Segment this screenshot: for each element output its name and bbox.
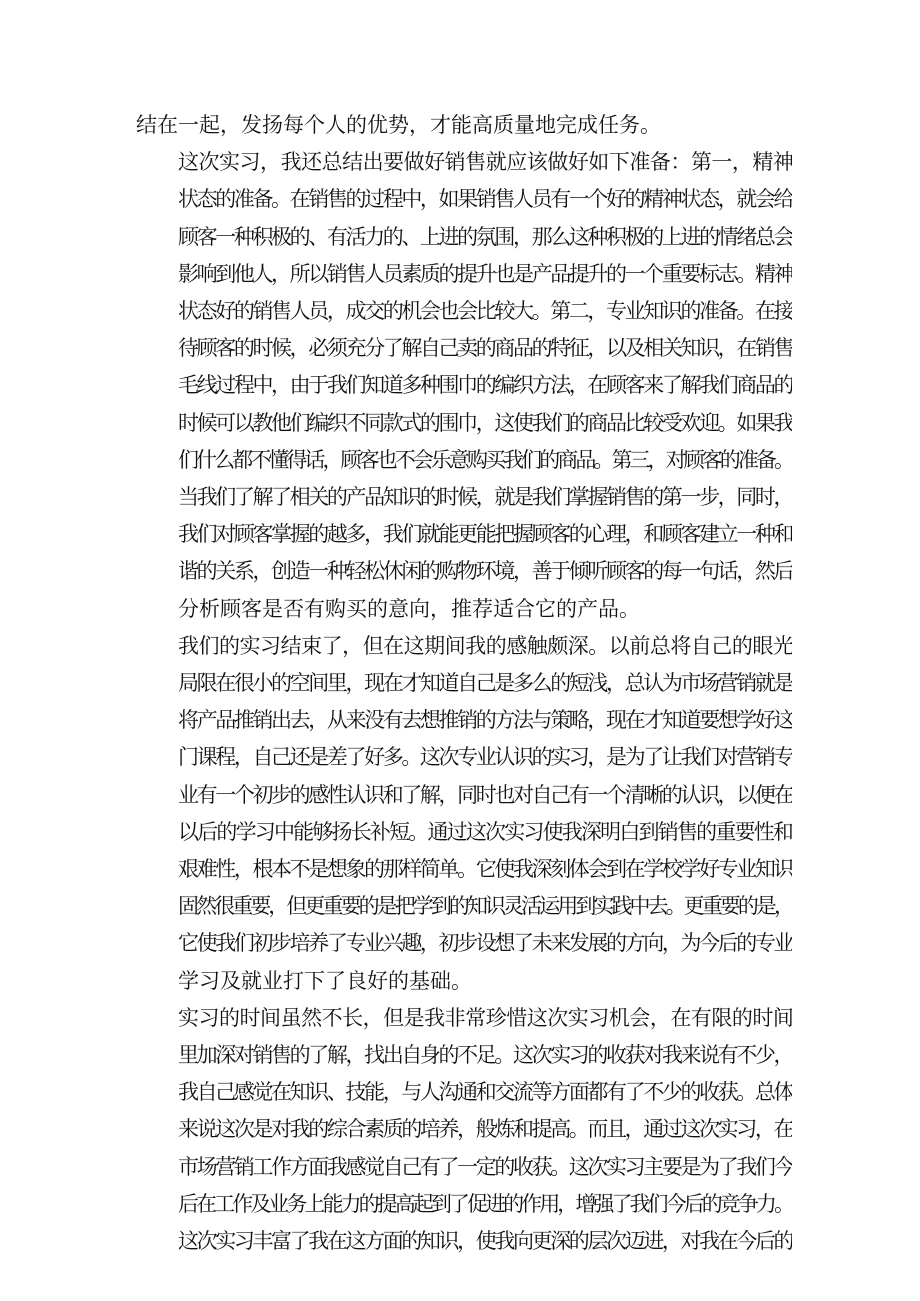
text-line: 这次实习丰富了我在这方面的知识，使我向更深的层次迈进，对我在今后的 <box>178 1229 792 1254</box>
text-line: 谐的关系，创造一种轻松休闲的购物环境，善于倾听顾客的每一句话，然后 <box>178 559 792 584</box>
text-line: 里加深对销售的了解，找出自身的不足。这次实习的收获对我来说有不少， <box>178 1043 792 1068</box>
text-line: 毛线过程中，由于我们知道多种围巾的编织方法，在顾客来了解我们商品的 <box>178 373 792 398</box>
text-line: 门课程，自己还是差了好多。这次专业认识的实习，是为了让我们对营销专 <box>178 745 792 770</box>
text-line: 状态的准备。在销售的过程中，如果销售人员有一个好的精神状态，就会给 <box>178 187 792 212</box>
text-line: 实习的时间虽然不长，但是我非常珍惜这次实习机会，在有限的时间 <box>178 1005 792 1030</box>
text-line: 学习及就业打下了良好的基础。 <box>178 968 472 993</box>
text-line: 局限在很小的空间里，现在才知道自己是多么的短浅，总认为市场营销就是 <box>178 671 792 696</box>
text-line: 固然很重要，但更重要的是把学到的知识灵活运用到实践中去。更重要的是， <box>178 894 792 919</box>
paragraph <box>136 107 792 144</box>
paragraph <box>136 628 792 1000</box>
text-line: 我们的实习结束了，但在这期间我的感触颇深。以前总将自己的眼光 <box>178 633 792 658</box>
text-line: 顾客一种积极的、有活力的、上进的氛围，那么这种积极的上进的情绪总会 <box>178 224 792 249</box>
text-line: 我自己感觉在知识、技能，与人沟通和交流等方面都有了不少的收获。总体 <box>178 1080 792 1105</box>
document-body <box>136 107 792 1260</box>
text-line: 后在工作及业务上能力的提高起到了促进的作用，增强了我们今后的竞争力。 <box>178 1191 792 1216</box>
text-line: 它使我们初步培养了专业兴趣，初步设想了未来发展的方向，为今后的专业 <box>178 931 792 956</box>
text-line: 分析顾客是否有购买的意向，推荐适合它的产品。 <box>178 596 640 621</box>
paragraph <box>136 1000 792 1260</box>
text-line: 市场营销工作方面我感觉自己有了一定的收获。这次实习主要是为了我们今 <box>178 1154 792 1179</box>
text-line: 结在一起，发扬每个人的优势，才能高质量地完成任务。 <box>136 113 661 137</box>
text-line: 以后的学习中能够扬长补短。通过这次实习使我深明白到销售的重要性和 <box>178 819 792 844</box>
text-line: 们什么都不懂得话，顾客也不会乐意购买我们的商品。第三，对顾客的准备。 <box>178 447 792 472</box>
text-line: 我们对顾客掌握的越多，我们就能更能把握顾客的心理，和顾客建立一种和 <box>178 522 792 547</box>
paragraph <box>136 144 792 628</box>
text-line: 当我们了解了相关的产品知识的时候，就是我们掌握销售的第一步，同时， <box>178 485 792 510</box>
text-line: 时候可以教他们编织不同款式的围巾，这使我们的商品比较受欢迎。如果我 <box>178 410 792 435</box>
text-line: 这次实习，我还总结出要做好销售就应该做好如下准备：第一，精神 <box>178 150 792 175</box>
text-line: 待顾客的时候，必须充分了解自己卖的商品的特征，以及相关知识，在销售 <box>178 336 792 361</box>
text-line: 状态好的销售人员，成交的机会也会比较大。第二，专业知识的准备。在接 <box>178 299 792 324</box>
text-line: 来说这次是对我的综合素质的培养，般炼和提高。而且，通过这次实习，在 <box>178 1117 792 1142</box>
text-line: 艰难性，根本不是想象的那样简单。它使我深刻体会到在学校学好专业知识 <box>178 857 792 882</box>
text-line: 影响到他人，所以销售人员素质的提升也是产品提升的一个重要标志。精神 <box>178 261 792 286</box>
text-line: 业有一个初步的感性认识和了解，同时也对自己有一个清晰的认识，以便在 <box>178 782 792 807</box>
text-line: 将产品推销出去，从来没有去想推销的方法与策略，现在才知道要想学好这 <box>178 708 792 733</box>
